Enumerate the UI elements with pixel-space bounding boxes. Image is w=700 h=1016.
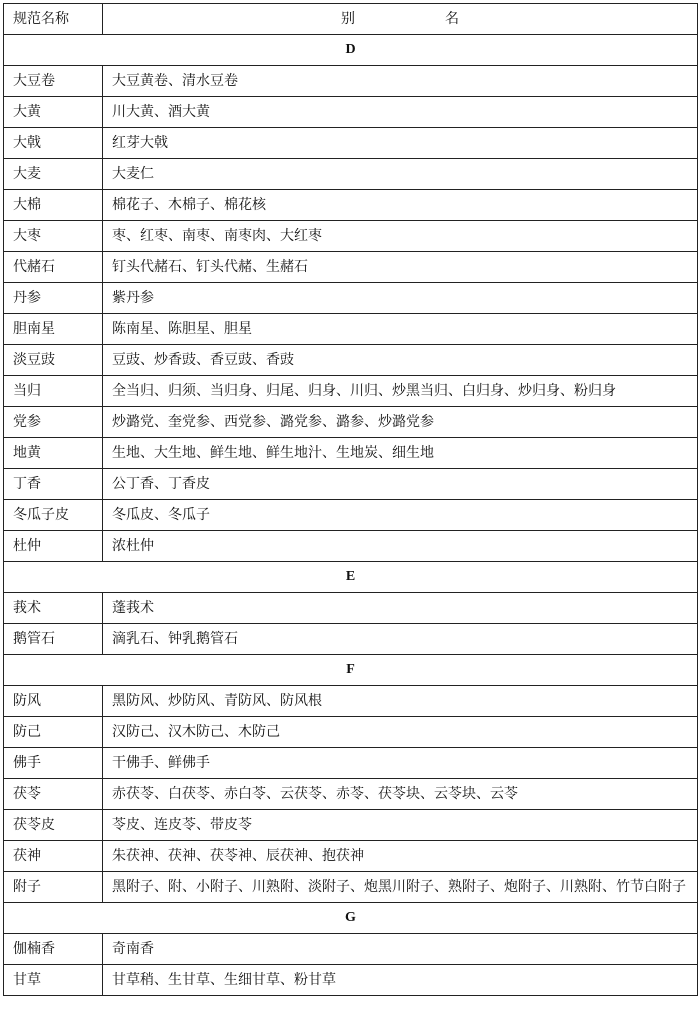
- name-column-header: 规范名称: [4, 4, 103, 35]
- table-row: [4, 221, 698, 252]
- section-letter-row: [4, 35, 698, 66]
- alias-cell: 大麦仁: [103, 159, 698, 190]
- alias-cell: 公丁香、丁香皮: [103, 469, 698, 500]
- alias-cell: 干佛手、鲜佛手: [103, 748, 698, 779]
- standard-name-cell: 丁香: [4, 469, 103, 500]
- table-row: [4, 686, 698, 717]
- table-row: [4, 748, 698, 779]
- table-row: [4, 841, 698, 872]
- standard-name-cell: 大枣: [4, 221, 103, 252]
- table-row: [4, 965, 698, 996]
- table-row: [4, 66, 698, 97]
- standard-name-cell: 佛手: [4, 748, 103, 779]
- section-letter: F: [4, 655, 698, 686]
- alias-cell: 奇南香: [103, 934, 698, 965]
- table-body: [4, 35, 698, 996]
- table-row: [4, 872, 698, 903]
- alias-cell: 苓皮、连皮苓、带皮苓: [103, 810, 698, 841]
- section-letter: D: [4, 35, 698, 66]
- standard-name-cell: 茯苓: [4, 779, 103, 810]
- table-row: [4, 345, 698, 376]
- standard-name-cell: 茯苓皮: [4, 810, 103, 841]
- standard-name-cell: 地黄: [4, 438, 103, 469]
- alias-header-char-1: 别: [341, 11, 355, 27]
- alias-cell: 陈南星、陈胆星、胆星: [103, 314, 698, 345]
- table-row: [4, 624, 698, 655]
- alias-cell: 汉防己、汉木防己、木防己: [103, 717, 698, 748]
- table-row: [4, 97, 698, 128]
- standard-name-cell: 大戟: [4, 128, 103, 159]
- standard-name-cell: 防己: [4, 717, 103, 748]
- alias-header-char-2: 名: [445, 11, 459, 27]
- standard-name-cell: 大黄: [4, 97, 103, 128]
- standard-name-cell: 莪术: [4, 593, 103, 624]
- standard-name-cell: 茯神: [4, 841, 103, 872]
- alias-cell: 紫丹参: [103, 283, 698, 314]
- table-row: [4, 128, 698, 159]
- table-row: [4, 376, 698, 407]
- alias-cell: 钉头代赭石、钉头代赭、生赭石: [103, 252, 698, 283]
- alias-cell: 全当归、归须、当归身、归尾、归身、川归、炒黑当归、白归身、炒归身、粉归身: [103, 376, 698, 407]
- section-letter-row: [4, 562, 698, 593]
- table-row: [4, 190, 698, 221]
- standard-name-cell: 冬瓜子皮: [4, 500, 103, 531]
- alias-cell: 炒潞党、奎党参、西党参、潞党参、潞参、炒潞党参: [103, 407, 698, 438]
- table-row: [4, 717, 698, 748]
- alias-cell: 川大黄、酒大黄: [103, 97, 698, 128]
- alias-cell: 枣、红枣、南枣、南枣肉、大红枣: [103, 221, 698, 252]
- section-letter-row: [4, 655, 698, 686]
- alias-cell: 朱茯神、茯神、茯苓神、辰茯神、抱茯神: [103, 841, 698, 872]
- table-row: [4, 810, 698, 841]
- alias-cell: 黑附子、附、小附子、川熟附、淡附子、炮黑川附子、熟附子、炮附子、川熟附、竹节白附子: [103, 872, 698, 903]
- standard-name-cell: 代赭石: [4, 252, 103, 283]
- alias-cell: 红芽大戟: [103, 128, 698, 159]
- table-row: [4, 438, 698, 469]
- table-header-row: [4, 4, 698, 35]
- table-row: [4, 531, 698, 562]
- standard-name-cell: 大麦: [4, 159, 103, 190]
- alias-column-header: [103, 4, 698, 35]
- table-row: [4, 407, 698, 438]
- alias-cell: 浓杜仲: [103, 531, 698, 562]
- table-row: [4, 500, 698, 531]
- table-row: [4, 283, 698, 314]
- section-letter: E: [4, 562, 698, 593]
- standard-name-cell: 淡豆豉: [4, 345, 103, 376]
- standard-name-cell: 大豆卷: [4, 66, 103, 97]
- alias-cell: 黑防风、炒防风、青防风、防风根: [103, 686, 698, 717]
- alias-cell: 蓬莪术: [103, 593, 698, 624]
- table-row: [4, 252, 698, 283]
- standard-name-cell: 党参: [4, 407, 103, 438]
- alias-cell: 赤茯苓、白茯苓、赤白苓、云茯苓、赤苓、茯苓块、云苓块、云苓: [103, 779, 698, 810]
- standard-name-cell: 大棉: [4, 190, 103, 221]
- alias-cell: 豆豉、炒香豉、香豆豉、香豉: [103, 345, 698, 376]
- table-row: [4, 779, 698, 810]
- table-row: [4, 314, 698, 345]
- alias-cell: 冬瓜皮、冬瓜子: [103, 500, 698, 531]
- herb-alias-table: [3, 3, 698, 996]
- standard-name-cell: 胆南星: [4, 314, 103, 345]
- table-row: [4, 159, 698, 190]
- section-letter: G: [4, 903, 698, 934]
- standard-name-cell: 伽楠香: [4, 934, 103, 965]
- alias-cell: 生地、大生地、鲜生地、鲜生地汁、生地炭、细生地: [103, 438, 698, 469]
- standard-name-cell: 当归: [4, 376, 103, 407]
- standard-name-cell: 杜仲: [4, 531, 103, 562]
- standard-name-cell: 甘草: [4, 965, 103, 996]
- alias-cell: 甘草稍、生甘草、生细甘草、粉甘草: [103, 965, 698, 996]
- table-row: [4, 593, 698, 624]
- standard-name-cell: 鹅管石: [4, 624, 103, 655]
- standard-name-cell: 防风: [4, 686, 103, 717]
- standard-name-cell: 附子: [4, 872, 103, 903]
- table-row: [4, 469, 698, 500]
- alias-cell: 大豆黄卷、清水豆卷: [103, 66, 698, 97]
- table-row: [4, 934, 698, 965]
- standard-name-cell: 丹参: [4, 283, 103, 314]
- alias-cell: 滴乳石、钟乳鹅管石: [103, 624, 698, 655]
- section-letter-row: [4, 903, 698, 934]
- alias-cell: 棉花子、木棉子、棉花核: [103, 190, 698, 221]
